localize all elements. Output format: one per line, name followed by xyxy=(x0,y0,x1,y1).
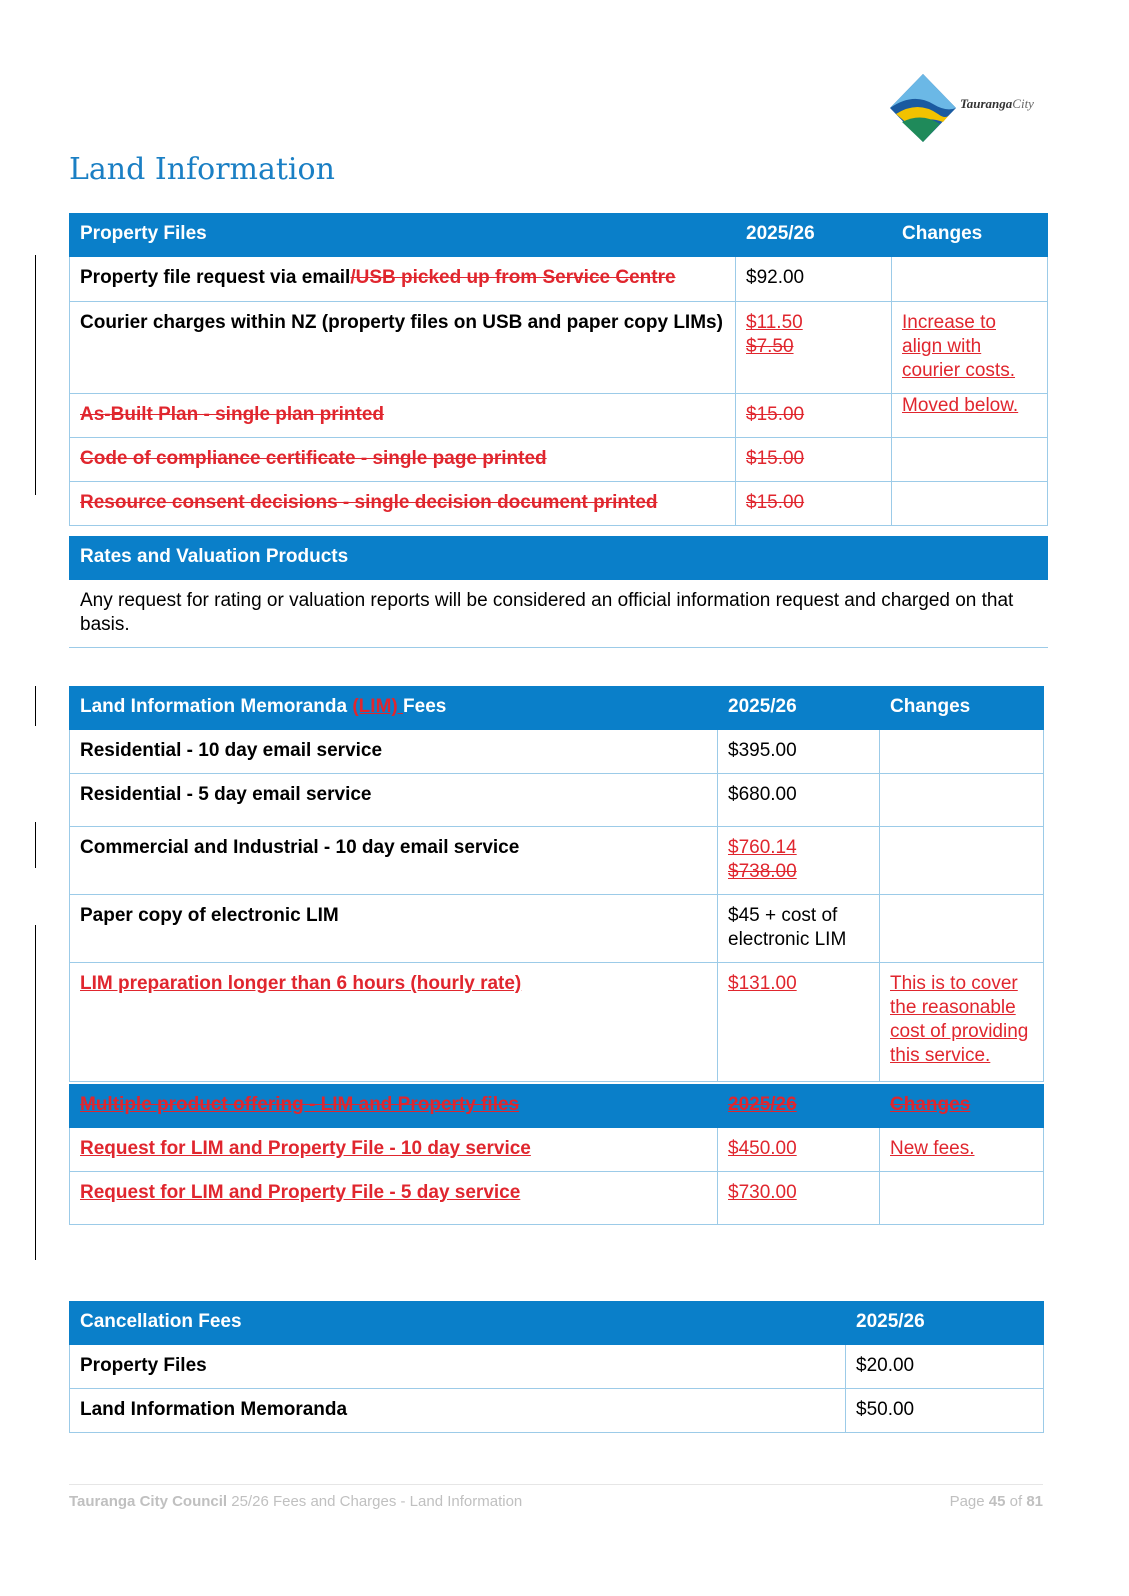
fee-price: $45 + cost of electronic LIM xyxy=(718,895,880,963)
fee-price: $20.00 xyxy=(846,1345,1044,1389)
page-footer xyxy=(69,1484,1043,1510)
column-header: Cancellation Fees xyxy=(70,1302,846,1345)
fee-price: $15.00 xyxy=(736,438,892,482)
page-number: Page 45 of 81 xyxy=(949,1493,1043,1510)
rates-description: Any request for rating or valuation reports will be considered an official information request and charged on that basis. xyxy=(70,580,1048,648)
column-header: 2025/26 xyxy=(736,214,892,257)
fee-label: LIM preparation longer than 6 hours (hourly rate) xyxy=(70,963,718,1082)
table-header-row xyxy=(70,1302,1044,1345)
fee-price: $92.00 xyxy=(736,257,892,302)
fee-price: $15.00 xyxy=(736,482,892,526)
fee-price: $395.00 xyxy=(718,730,880,774)
fee-change xyxy=(880,774,1044,827)
fee-change xyxy=(880,1172,1044,1225)
fee-label: Code of compliance certificate - single page printed xyxy=(70,438,736,482)
fee-change: Increase to align with courier costs. xyxy=(892,302,1048,394)
page-title: Land Information xyxy=(69,152,335,187)
column-header: Changes xyxy=(892,214,1048,257)
table-row xyxy=(70,774,1044,827)
fee-label: Residential - 10 day email service xyxy=(70,730,718,774)
footer-doc-title: 25/26 Fees and Charges - Land Information xyxy=(227,1493,523,1510)
column-header: 2025/26 xyxy=(846,1302,1044,1345)
column-header: 2025/26 xyxy=(718,1085,880,1128)
fee-label: Paper copy of electronic LIM xyxy=(70,895,718,963)
column-header: Changes xyxy=(880,687,1044,730)
table-row xyxy=(70,1172,1044,1225)
change-bar xyxy=(35,686,36,726)
column-header: 2025/26 xyxy=(718,687,880,730)
property-files-table xyxy=(69,213,1048,526)
table-row xyxy=(70,1389,1044,1433)
fee-label: Residential - 5 day email service xyxy=(70,774,718,827)
table-header-row xyxy=(70,537,1048,580)
table-row xyxy=(70,438,1048,482)
table-row xyxy=(70,730,1044,774)
fee-change xyxy=(880,827,1044,895)
table-row xyxy=(70,482,1048,526)
fee-change: This is to cover the reasonable cost of providing this service. xyxy=(880,963,1044,1082)
table-row xyxy=(70,963,1044,1082)
fee-change xyxy=(880,730,1044,774)
table-row xyxy=(70,580,1048,648)
table-row xyxy=(70,394,1048,438)
fee-price: $730.00 xyxy=(718,1172,880,1225)
table-row xyxy=(70,257,1048,302)
fee-price: $15.00 xyxy=(736,394,892,438)
table-row xyxy=(70,827,1044,895)
table-row xyxy=(70,1345,1044,1389)
fee-change xyxy=(880,895,1044,963)
table-header-row xyxy=(70,214,1048,257)
change-bar xyxy=(35,822,36,868)
table-header-row xyxy=(70,687,1044,730)
footer-org: Tauranga City Council xyxy=(69,1493,228,1510)
fee-label: Property file request via email/USB picked up from Service Centre xyxy=(70,257,736,302)
fee-change: New fees. xyxy=(880,1128,1044,1172)
table-row xyxy=(70,1128,1044,1172)
fee-price: $11.50 $7.50 xyxy=(736,302,892,394)
fee-price: $131.00 xyxy=(718,963,880,1082)
fee-change xyxy=(892,438,1048,482)
table-header-row xyxy=(70,1085,1044,1128)
rates-valuation-table xyxy=(69,536,1048,648)
column-header: Rates and Valuation Products xyxy=(70,537,1048,580)
fee-price: $50.00 xyxy=(846,1389,1044,1433)
change-bar xyxy=(35,255,36,495)
column-header: Property Files xyxy=(70,214,736,257)
logo-diamond-icon xyxy=(888,72,958,144)
fee-label: Courier charges within NZ (property files on USB and paper copy LIMs) xyxy=(70,302,736,394)
fee-label: Commercial and Industrial - 10 day email service xyxy=(70,827,718,895)
fee-label: Land Information Memoranda xyxy=(70,1389,846,1433)
fee-label: Property Files xyxy=(70,1345,846,1389)
fee-change: Moved below. xyxy=(892,394,1048,438)
lim-fees-table xyxy=(69,686,1044,1082)
fee-label: As-Built Plan - single plan printed xyxy=(70,394,736,438)
column-header: Land Information Memoranda (LIM) Fees xyxy=(70,687,718,730)
column-header: Multiple product offering - LIM and Property files xyxy=(70,1085,718,1128)
tauranga-city-logo xyxy=(888,72,1058,144)
column-header: Changes xyxy=(880,1085,1044,1128)
fee-price: $680.00 xyxy=(718,774,880,827)
fee-price: $450.00 xyxy=(718,1128,880,1172)
logo-wordmark: TaurangaCity xyxy=(960,96,1034,111)
fee-label: Request for LIM and Property File - 10 day service xyxy=(70,1128,718,1172)
fee-label: Request for LIM and Property File - 5 day service xyxy=(70,1172,718,1225)
fee-label: Resource consent decisions - single decision document printed xyxy=(70,482,736,526)
table-row xyxy=(70,302,1048,394)
fee-change xyxy=(892,482,1048,526)
fee-price: $760.14 $738.00 xyxy=(718,827,880,895)
table-row xyxy=(70,895,1044,963)
fee-change xyxy=(892,257,1048,302)
change-bar xyxy=(35,925,36,1260)
cancellation-fees-table xyxy=(69,1301,1044,1433)
multiple-product-table xyxy=(69,1084,1044,1225)
